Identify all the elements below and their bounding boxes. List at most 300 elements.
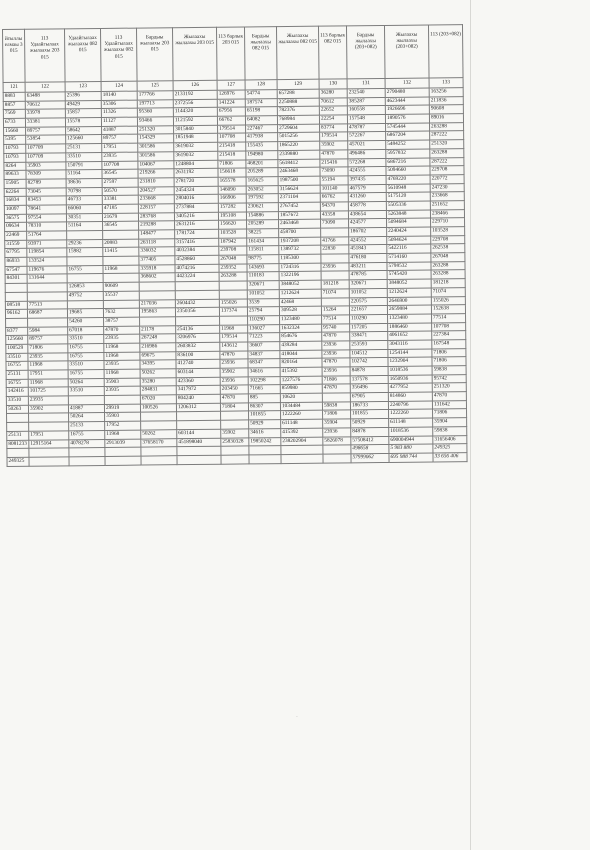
table-cell: 38225 bbox=[247, 229, 279, 238]
table-cell: 1185300 bbox=[279, 254, 321, 263]
table-cell: 11415 bbox=[103, 247, 139, 256]
table-cell: 22652 bbox=[319, 106, 347, 115]
table-cell: 227384 bbox=[432, 331, 466, 340]
table-cell: 86307 bbox=[248, 402, 280, 411]
statistics-table bbox=[2, 24, 468, 466]
table-cell: 215418 bbox=[218, 142, 246, 151]
table-cell: 34616 bbox=[248, 368, 280, 377]
table-cell: 89757 bbox=[102, 135, 138, 144]
table-cell: 23936 bbox=[322, 349, 350, 358]
table-cell: 67905 bbox=[350, 393, 388, 402]
table-cell: 70612 bbox=[25, 101, 65, 110]
table-cell: 228157 bbox=[138, 204, 174, 213]
table-cell bbox=[321, 271, 349, 280]
table-cell: 35902 bbox=[220, 368, 248, 377]
table-cell: 47185 bbox=[102, 204, 138, 213]
table-cell: 11968 bbox=[104, 343, 140, 352]
table-cell: 100526 bbox=[140, 403, 176, 412]
table-cell: 95360 bbox=[137, 108, 173, 117]
table-cell: 119854 bbox=[27, 248, 67, 257]
table-cell: 23935 bbox=[104, 386, 140, 395]
table-cell: 93971 bbox=[27, 240, 67, 249]
table-cell: 42468 bbox=[279, 298, 321, 307]
table-cell: 103528 bbox=[219, 229, 247, 238]
table-cell: 249325 bbox=[7, 457, 29, 466]
table-cell: 71806 bbox=[433, 409, 467, 418]
table-cell: 155435 bbox=[246, 142, 278, 151]
table-cell: 3619032 bbox=[174, 142, 218, 151]
table-cell: 16755 bbox=[67, 265, 103, 274]
table-cell: 2463468 bbox=[278, 167, 320, 176]
table-cell: 11127 bbox=[101, 117, 137, 126]
table-cell: 154329 bbox=[138, 134, 174, 143]
column-number: 125 bbox=[137, 81, 173, 91]
table-cell: 338471 bbox=[350, 332, 388, 341]
table-cell: 5 983 880 bbox=[389, 444, 433, 453]
table-cell: 156620 bbox=[219, 220, 247, 229]
table-cell: 320671 bbox=[349, 280, 387, 289]
table-cell: 247230 bbox=[430, 183, 464, 192]
table-cell: 1144320 bbox=[173, 108, 217, 117]
table-cell bbox=[67, 274, 103, 283]
table-cell: 59838 bbox=[432, 366, 466, 375]
table-cell: 107709 bbox=[26, 144, 66, 153]
table-cell: 1865220 bbox=[278, 141, 320, 150]
table-cell: 1890576 bbox=[385, 114, 429, 123]
table-cell: 859980 bbox=[280, 385, 322, 394]
table-cell: 438654 bbox=[348, 210, 386, 219]
table-cell: 215416 bbox=[320, 158, 348, 167]
column-header: йтыллы елмаы 3 015 bbox=[3, 29, 26, 82]
column-number: 130 bbox=[319, 79, 347, 89]
table-cell: 6733 bbox=[3, 118, 25, 127]
table-cell bbox=[6, 318, 28, 327]
table-cell: 103528 bbox=[431, 227, 465, 236]
table-cell: 2463468 bbox=[279, 219, 321, 228]
table-cell bbox=[139, 291, 175, 300]
table-cell: 11968 bbox=[28, 361, 68, 370]
table-cell: 101140 bbox=[320, 184, 348, 193]
table-cell: 804240 bbox=[176, 394, 220, 403]
table-cell: 34837 bbox=[248, 350, 280, 359]
table-cell: 424577 bbox=[349, 219, 387, 228]
table-cell: 10620 bbox=[280, 393, 322, 402]
table-cell: 47870 bbox=[220, 351, 248, 360]
table-cell: 238466 bbox=[430, 209, 464, 218]
table-cell: 229710 bbox=[431, 218, 465, 227]
table-cell: 31656406 bbox=[433, 435, 467, 444]
table-cell: 657288 bbox=[277, 89, 319, 98]
table-cell: 1254144 bbox=[388, 349, 432, 358]
table-cell: 33510 bbox=[68, 335, 104, 344]
table-cell: 35904 bbox=[323, 419, 351, 428]
table-cell: 25794 bbox=[247, 307, 279, 316]
table-cell: 148477 bbox=[139, 230, 175, 239]
table-cell bbox=[7, 414, 29, 423]
table-cell: 215418 bbox=[218, 151, 246, 160]
table-cell: 17951 bbox=[28, 370, 68, 379]
table-cell: 73090 bbox=[321, 219, 349, 228]
table-cell bbox=[141, 421, 177, 430]
table-cell: 96162 bbox=[5, 309, 27, 318]
table-cell: 161434 bbox=[247, 237, 279, 246]
table-cell: 1724316 bbox=[279, 263, 321, 272]
table-cell: 195108 bbox=[218, 212, 246, 221]
table-cell: 77514 bbox=[322, 315, 350, 324]
table-cell: 439284 bbox=[280, 341, 322, 350]
table-cell: 23935 bbox=[102, 152, 138, 161]
table-cell: 1034484 bbox=[280, 402, 322, 411]
table-cell: 203450 bbox=[220, 385, 248, 394]
table-cell bbox=[221, 446, 249, 455]
table-cell bbox=[5, 292, 27, 301]
table-cell: 3157416 bbox=[175, 238, 219, 247]
table-cell: 36545 bbox=[102, 169, 138, 178]
table-cell: 41887 bbox=[68, 404, 104, 413]
table-cell: 8264 bbox=[4, 162, 26, 171]
table-cell: 377405 bbox=[139, 256, 175, 265]
table-cell: 3015840 bbox=[174, 125, 218, 134]
table-cell: 263288 bbox=[430, 122, 464, 131]
table-cell: 33510 bbox=[68, 387, 104, 396]
table-cell bbox=[321, 297, 349, 306]
table-cell: 29919 bbox=[104, 404, 140, 413]
table-cell: 263288 bbox=[431, 270, 465, 279]
table-cell: 2350356 bbox=[175, 307, 219, 316]
table-cell: 267248 bbox=[140, 334, 176, 343]
table-cell: 90608 bbox=[429, 105, 463, 114]
table-cell bbox=[103, 274, 139, 283]
table-cell: 4277952 bbox=[388, 383, 432, 392]
table-cell: 205289 bbox=[246, 168, 278, 177]
table-cell: 5798532 bbox=[387, 262, 431, 271]
table-cell: 59838 bbox=[433, 426, 467, 435]
table-cell: 98775 bbox=[247, 255, 279, 264]
table-cell: 6867204 bbox=[386, 131, 430, 140]
table-cell: 5714160 bbox=[387, 253, 431, 262]
table-cell: 5745420 bbox=[387, 270, 431, 279]
table-cell: 8883 bbox=[3, 92, 25, 101]
table-cell: 11968 bbox=[103, 265, 139, 274]
table-cell: 239352 bbox=[219, 264, 247, 273]
table-cell: 412740 bbox=[176, 360, 220, 369]
table-cell: 1926696 bbox=[385, 105, 429, 114]
table-cell: 84878 bbox=[350, 366, 388, 375]
table-cell: 95740 bbox=[322, 323, 350, 332]
table-cell: 67956 bbox=[217, 107, 245, 116]
column-number: 123 bbox=[65, 81, 101, 91]
table-cell: 157205 bbox=[350, 323, 388, 332]
table-cell: 84878 bbox=[351, 427, 389, 436]
table-cell: 36575 bbox=[4, 214, 26, 223]
table-cell bbox=[141, 456, 177, 465]
table-cell: 73045 bbox=[26, 187, 66, 196]
table-cell: 125660 bbox=[66, 135, 102, 144]
table-cell: 71806 bbox=[323, 410, 351, 419]
table-cell: 51164 bbox=[67, 222, 103, 231]
table-cell: 2659884 bbox=[387, 305, 431, 314]
column-number: 126 bbox=[173, 80, 217, 90]
table-cell: 7569 bbox=[3, 110, 25, 119]
table-header-row bbox=[3, 25, 464, 83]
table-cell: 423360 bbox=[176, 377, 220, 386]
table-cell: 197713 bbox=[137, 99, 173, 108]
table-cell: 08518 bbox=[5, 301, 27, 310]
table-cell: 11326 bbox=[101, 108, 137, 117]
table-cell: 385287 bbox=[347, 97, 385, 106]
table-cell bbox=[104, 395, 140, 404]
table-cell: 38636 bbox=[66, 178, 102, 187]
table-cell: 4074216 bbox=[175, 264, 219, 273]
table-cell: 2729604 bbox=[278, 124, 320, 133]
column-number: 132 bbox=[385, 78, 429, 88]
table-cell: 23936 bbox=[322, 341, 350, 350]
table-cell: 431260 bbox=[348, 193, 386, 202]
table-cell: 110290 bbox=[350, 314, 388, 323]
table-cell: 23935 bbox=[104, 360, 140, 369]
table-cell: 229708 bbox=[431, 235, 465, 244]
table-cell: 231810 bbox=[138, 178, 174, 187]
table-cell: 263288 bbox=[431, 261, 465, 270]
table-cell: 4078278 bbox=[69, 439, 105, 448]
table-cell bbox=[29, 422, 69, 431]
table-cell bbox=[103, 300, 139, 309]
table-cell: 100529 bbox=[6, 344, 28, 353]
table-cell: 15660 bbox=[4, 127, 26, 136]
table-cell bbox=[140, 317, 176, 326]
table-cell: 4061652 bbox=[388, 331, 432, 340]
table-cell: 205289 bbox=[247, 220, 279, 229]
table-cell: 2790480 bbox=[385, 88, 429, 97]
table-cell bbox=[103, 230, 139, 239]
table-cell: 155026 bbox=[219, 298, 247, 307]
column-number: 128 bbox=[245, 80, 277, 90]
table-cell: 16755 bbox=[6, 379, 28, 388]
table-cell: 115811 bbox=[247, 246, 279, 255]
table-cell: 71806 bbox=[432, 348, 466, 357]
table-cell: 25830328 bbox=[221, 437, 249, 446]
table-cell: 1121592 bbox=[173, 116, 217, 125]
table-cell: 65198 bbox=[245, 107, 277, 116]
table-cell: 5610948 bbox=[386, 184, 430, 193]
table-cell: 22830 bbox=[321, 245, 349, 254]
table-cell: 50929 bbox=[249, 420, 281, 429]
table-cell: 16755 bbox=[6, 362, 28, 371]
table-cell: 5505336 bbox=[386, 201, 430, 210]
column-header: 113 барлык 082 015 bbox=[318, 26, 347, 79]
table-cell: 101725 bbox=[28, 387, 68, 396]
table-cell: 50262 bbox=[140, 369, 176, 378]
table-cell: 165578 bbox=[218, 177, 246, 186]
column-header: Бардыы жылаахы (203+082) bbox=[346, 25, 385, 78]
table-cell: 219266 bbox=[138, 169, 174, 178]
table-cell: 22469 bbox=[5, 231, 27, 240]
table-cell: 143612 bbox=[220, 342, 248, 351]
table-cell: 468201 bbox=[246, 159, 278, 168]
table-cell: 220575 bbox=[349, 297, 387, 306]
column-header: Бардыы жылаахы 203 015 bbox=[136, 28, 173, 81]
table-cell: 262538 bbox=[431, 244, 465, 253]
table-cell: 47870 bbox=[322, 384, 350, 393]
table-cell: 1248804 bbox=[174, 160, 218, 169]
table-cell: 16755 bbox=[68, 352, 104, 361]
table-cell bbox=[29, 413, 69, 422]
table-cell: 2913039 bbox=[105, 439, 141, 448]
table-cell: 233668 bbox=[138, 195, 174, 204]
table-cell: 368602 bbox=[139, 273, 175, 282]
table-cell: 35306 bbox=[101, 100, 137, 109]
table-cell bbox=[322, 393, 350, 402]
table-cell: 7632 bbox=[103, 308, 139, 317]
table-cell: 35903 bbox=[104, 378, 140, 387]
table-cell: 54260 bbox=[68, 317, 104, 326]
table-cell: 320671 bbox=[247, 281, 279, 290]
table-cell: 2454324 bbox=[174, 186, 218, 195]
table-cell: 107708 bbox=[218, 133, 246, 142]
table-cell: 35903 bbox=[105, 413, 141, 422]
table-cell: 233668 bbox=[430, 192, 464, 201]
table-cell: 47870 bbox=[220, 394, 248, 403]
column-header: Жылаахы жылаахы 082 015 bbox=[276, 26, 319, 79]
table-cell: 836100 bbox=[176, 351, 220, 360]
table-cell: 71665 bbox=[248, 385, 280, 394]
table-cell: 110183 bbox=[247, 272, 279, 281]
table-cell bbox=[29, 457, 69, 466]
table-cell: 70612 bbox=[319, 98, 347, 107]
table-cell: 204527 bbox=[138, 186, 174, 195]
table-cell: 157548 bbox=[347, 115, 385, 124]
table-cell: 67018 bbox=[68, 326, 104, 335]
table-cell: 101052 bbox=[247, 289, 279, 298]
table-cell: 119676 bbox=[27, 266, 67, 275]
table-cell: 457021 bbox=[348, 141, 386, 150]
table-cell: 5745444 bbox=[386, 123, 430, 132]
table-cell: 33381 bbox=[25, 118, 65, 127]
table-cell: 66762 bbox=[217, 116, 245, 125]
column-header: 113 барлык 203 015 bbox=[216, 27, 245, 80]
table-cell: 5175120 bbox=[386, 192, 430, 201]
table-cell: 16834 bbox=[4, 197, 26, 206]
table-cell: 43358 bbox=[320, 211, 348, 220]
table-cell bbox=[103, 256, 139, 265]
table-cell: 1632324 bbox=[280, 324, 322, 333]
table-cell: 253593 bbox=[350, 340, 388, 349]
table-cell: 50263 bbox=[6, 405, 28, 414]
table-cell: 23936 bbox=[220, 359, 248, 368]
table-cell: 15857 bbox=[65, 109, 101, 118]
table-cell: 133524 bbox=[27, 257, 67, 266]
table-cell bbox=[221, 411, 249, 420]
table-cell: 284831 bbox=[140, 386, 176, 395]
table-cell: 46733 bbox=[66, 196, 102, 205]
table-cell: 50264 bbox=[68, 378, 104, 387]
table-cell: 1323480 bbox=[280, 315, 322, 324]
table-cell: 67795 bbox=[5, 249, 27, 258]
table-cell: 854676 bbox=[280, 332, 322, 341]
table-cell: 157282 bbox=[218, 203, 246, 212]
table-cell: 458700 bbox=[279, 228, 321, 237]
table-cell: 2781720 bbox=[174, 177, 218, 186]
table-cell: 82789 bbox=[26, 179, 66, 188]
table-cell: 125660 bbox=[6, 335, 28, 344]
table-cell: 424552 bbox=[349, 236, 387, 245]
table-cell: 18140 bbox=[101, 91, 137, 100]
table-cell bbox=[28, 318, 68, 327]
table-cell: 16755 bbox=[68, 343, 104, 352]
table-cell: 220772 bbox=[430, 175, 464, 184]
table-cell: 73090 bbox=[320, 167, 348, 176]
table-cell: 1886460 bbox=[388, 323, 432, 332]
table-cell: 54774 bbox=[245, 90, 277, 99]
table-cell: 572268 bbox=[348, 158, 386, 167]
table-cell: 1937208 bbox=[279, 237, 321, 246]
table-cell: 301586 bbox=[138, 143, 174, 152]
table-cell: 22254 bbox=[319, 115, 347, 124]
table-cell: 186733 bbox=[350, 401, 388, 410]
table-cell: 23935 bbox=[28, 352, 68, 361]
table-cell: 301586 bbox=[138, 152, 174, 161]
table-cell: 25396 bbox=[65, 91, 101, 100]
table-cell: 498658 bbox=[351, 445, 389, 454]
table-cell: 89757 bbox=[28, 335, 68, 344]
table-cell: 31559 bbox=[5, 240, 27, 249]
table-cell: 335918 bbox=[139, 264, 175, 273]
table-cell: 57508412 bbox=[351, 436, 389, 445]
table-cell: 27597 bbox=[102, 178, 138, 187]
table-cell: 49752 bbox=[67, 291, 103, 300]
table-cell: 29236 bbox=[67, 239, 103, 248]
table-cell: 5094660 bbox=[386, 166, 430, 175]
table-cell: 768984 bbox=[277, 115, 319, 124]
table-cell bbox=[220, 316, 248, 325]
column-header: 113 Удаайгылаах жылаахы 082 015 bbox=[100, 28, 137, 81]
table-cell: 5984 bbox=[28, 326, 68, 335]
table-cell: 216986 bbox=[140, 343, 176, 352]
table-cell: 179514 bbox=[320, 132, 348, 141]
table-cell: 476180 bbox=[349, 254, 387, 263]
column-number: 129 bbox=[277, 79, 319, 89]
table-cell: 2604432 bbox=[175, 299, 219, 308]
table-cell: 33510 bbox=[6, 353, 28, 362]
table-cell: 1781724 bbox=[175, 229, 219, 238]
table-cell: 33 656 406 bbox=[433, 453, 467, 462]
table-cell: 1212624 bbox=[279, 289, 321, 298]
table-cell: 94370 bbox=[320, 202, 348, 211]
table-cell: 71806 bbox=[322, 376, 350, 385]
table-cell: 34616 bbox=[249, 428, 281, 437]
table-cell: 5422116 bbox=[387, 244, 431, 253]
table-cell: 160558 bbox=[347, 106, 385, 115]
table-cell: 483211 bbox=[349, 262, 387, 271]
scan-edge-line bbox=[470, 0, 471, 850]
table-cell: 478787 bbox=[348, 123, 386, 132]
table-cell bbox=[177, 455, 221, 464]
table-cell: 141224 bbox=[217, 99, 245, 108]
table-cell: 71806 bbox=[432, 357, 466, 366]
table-cell: 83774 bbox=[320, 124, 348, 133]
column-number: 131 bbox=[347, 78, 385, 88]
column-header: Жылаахы жылаахы 203 015 bbox=[172, 27, 217, 80]
table-cell: 33381 bbox=[102, 195, 138, 204]
column-number: 124 bbox=[101, 81, 137, 91]
table-cell: 25131 bbox=[66, 144, 102, 153]
table-cell: 263288 bbox=[219, 272, 247, 281]
table-cell: 2250888 bbox=[277, 98, 319, 107]
table-cell: 5263848 bbox=[386, 210, 430, 219]
table-cell: 55194 bbox=[320, 176, 348, 185]
table-cell: 101855 bbox=[249, 411, 281, 420]
table-cell: 3417972 bbox=[176, 386, 220, 395]
